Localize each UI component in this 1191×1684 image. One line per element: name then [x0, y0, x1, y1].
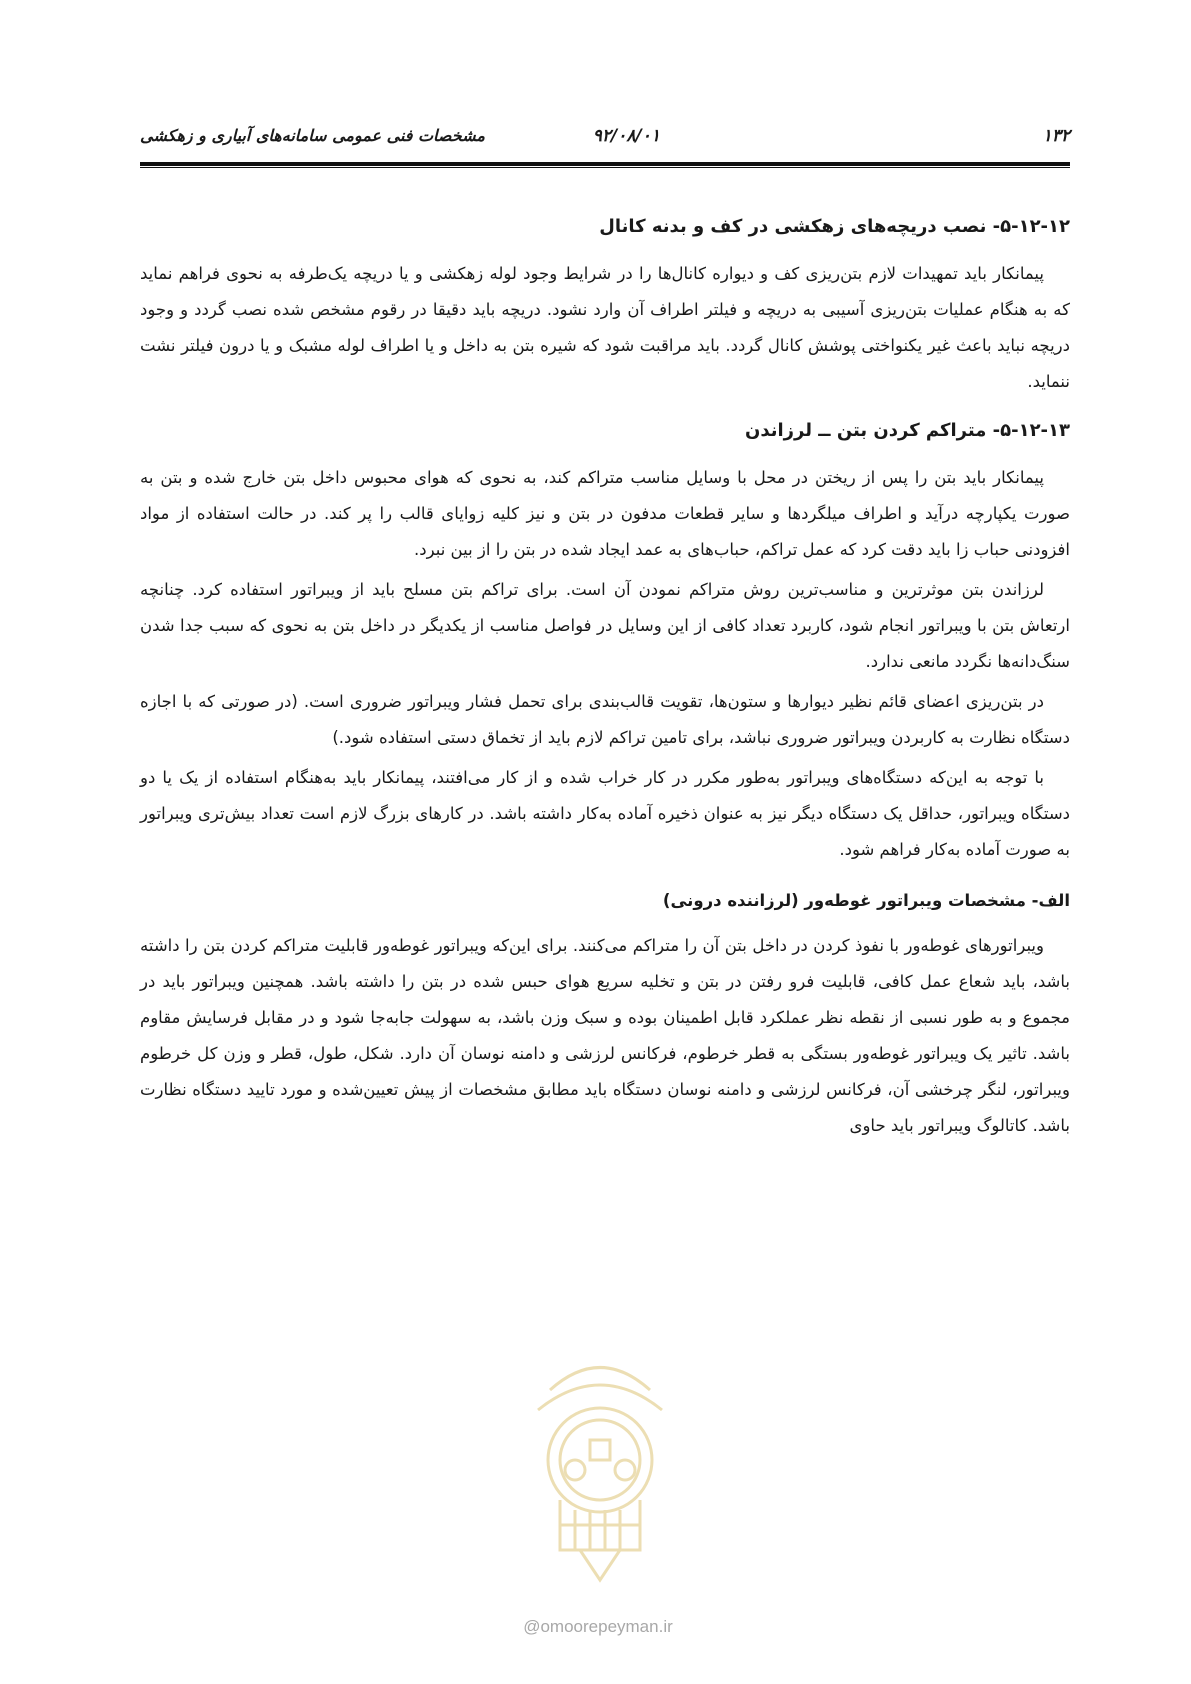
seal-watermark-icon [520, 1350, 680, 1590]
header-rule [140, 162, 1070, 168]
section-heading: ۵-۱۲-۱۳- متراکم کردن بتن ــ لرزاندن [744, 420, 1070, 441]
header-date: ۹۲/۰۸/۰۱ [592, 126, 660, 146]
page-number: ۱۳۲ [1042, 126, 1070, 146]
paragraph: پیمانکار باید تمهیدات لازم بتن‌ریزی کف و دیواره کانال‌ها را در شرایط وجود لوله زهکشی و یا دریچه یک‌طرفه به نحوی فراهم نماید که به هنگام عملیات بتن‌ریزی آسیبی به دریچه و فیلتر اطراف آن وارد نشود. دریچه باید دقیقا در رقوم مشخص شده نصب گردد و وجود دریچه نباید باعث غیر یکنواختی پوشش کانال گردد. باید مراقبت شود که شیره بتن به داخل و یا اطراف لوله مشبک و یا درون فیلتر نشت ننماید. [140, 264, 1070, 391]
subsection-heading: الف- مشخصات ویبراتور غوطه‌ور (لرزاننده درونی) [662, 891, 1070, 910]
page-body [140, 200, 1070, 1148]
header-title: مشخصات فنی عمومی سامانه‌های آبیاری و زهکشی [140, 126, 485, 145]
section-heading: ۵-۱۲-۱۲- نصب دریچه‌های زهکشی در کف و بدنه کانال [599, 216, 1070, 237]
paragraph: ویبراتورهای غوطه‌ور با نفوذ کردن در داخل بتن آن را متراکم می‌کنند. برای این‌که ویبراتور غوطه‌ور قابلیت متراکم کردن بتن را داشته باشد، باید شعاع عمل کافی، قابلیت فرو رفتن در بتن و تخلیه سریع هوای حبس شده در بتن را داشته باشد. همچنین ویبراتور باید در مجموع و به طور نسبی از نقطه نظر عملکرد قابل اطمینان بوده و سبک وزن باشد، به سهولت جابه‌جا شود و در مقابل فرسایش مقاوم باشد. تاثیر یک ویبراتور غوطه‌ور بستگی به قطر خرطوم، فرکانس لرزشی و دامنه نوسان آن دارد. شکل، طول، قطر و وزن کل خرطوم ویبراتور، لنگر چرخشی آن، فرکانس لرزشی و دامنه نوسان دستگاه باید مطابق مشخصات از پیش تعیین‌شده و مورد تایید دستگاه نظارت باشد. کاتالوگ ویبراتور باید حاوی [140, 936, 1070, 1135]
running-header [140, 126, 1070, 162]
paragraph: پیمانکار باید بتن را پس از ریختن در محل با وسایل مناسب متراکم کند، به نحوی که هوای محبوس داخل بتن خارج شده و بتن به صورت یکپارچه درآید و اطراف میلگردها و سایر قطعات مدفون در بتن و نیز کلیه زوایای قالب را پر کند. در حالت استفاده از مواد افزودنی حباب زا باید دقت کرد که عمل تراکم، حباب‌های به عمد ایجاد شده در بتن را از بین نبرد. [140, 468, 1070, 559]
paragraph: با توجه به این‌که دستگاه‌های ویبراتور به‌طور مکرر در کار خراب شده و از کار می‌افتند، پیمانکار باید به‌هنگام استفاده از یک یا دو دستگاه ویبراتور، حداقل یک دستگاه دیگر نیز به عنوان ذخیره آماده به‌کار داشته باشد. در کارهای بزرگ لازم است تعداد بیش‌تری ویبراتور به صورت آماده به‌کار فراهم شود. [140, 768, 1070, 859]
watermark-url: @omoorepeyman.ir [523, 1617, 673, 1636]
paragraph: در بتن‌ریزی اعضای قائم نظیر دیوارها و ستون‌ها، تقویت قالب‌بندی برای تحمل فشار ویبراتور ضروری است. (در صورتی که با اجازه دستگاه نظارت به کاربردن ویبراتور ضروری نباشد، برای تامین تراکم لازم باید از تخماق دستی استفاده شود.) [140, 692, 1070, 747]
paragraph: لرزاندن بتن موثرترین و مناسب‌ترین روش متراکم نمودن آن است. برای تراکم بتن مسلح باید از ویبراتور استفاده کرد. چنانچه ارتعاش بتن با ویبراتور انجام شود، کاربرد تعداد کافی از این وسایل در فواصل مناسب از یکدیگر در داخل بتن به نحوی که سبب جدا شدن سنگ‌دانه‌ها نگردد مانعی ندارد. [140, 580, 1070, 671]
